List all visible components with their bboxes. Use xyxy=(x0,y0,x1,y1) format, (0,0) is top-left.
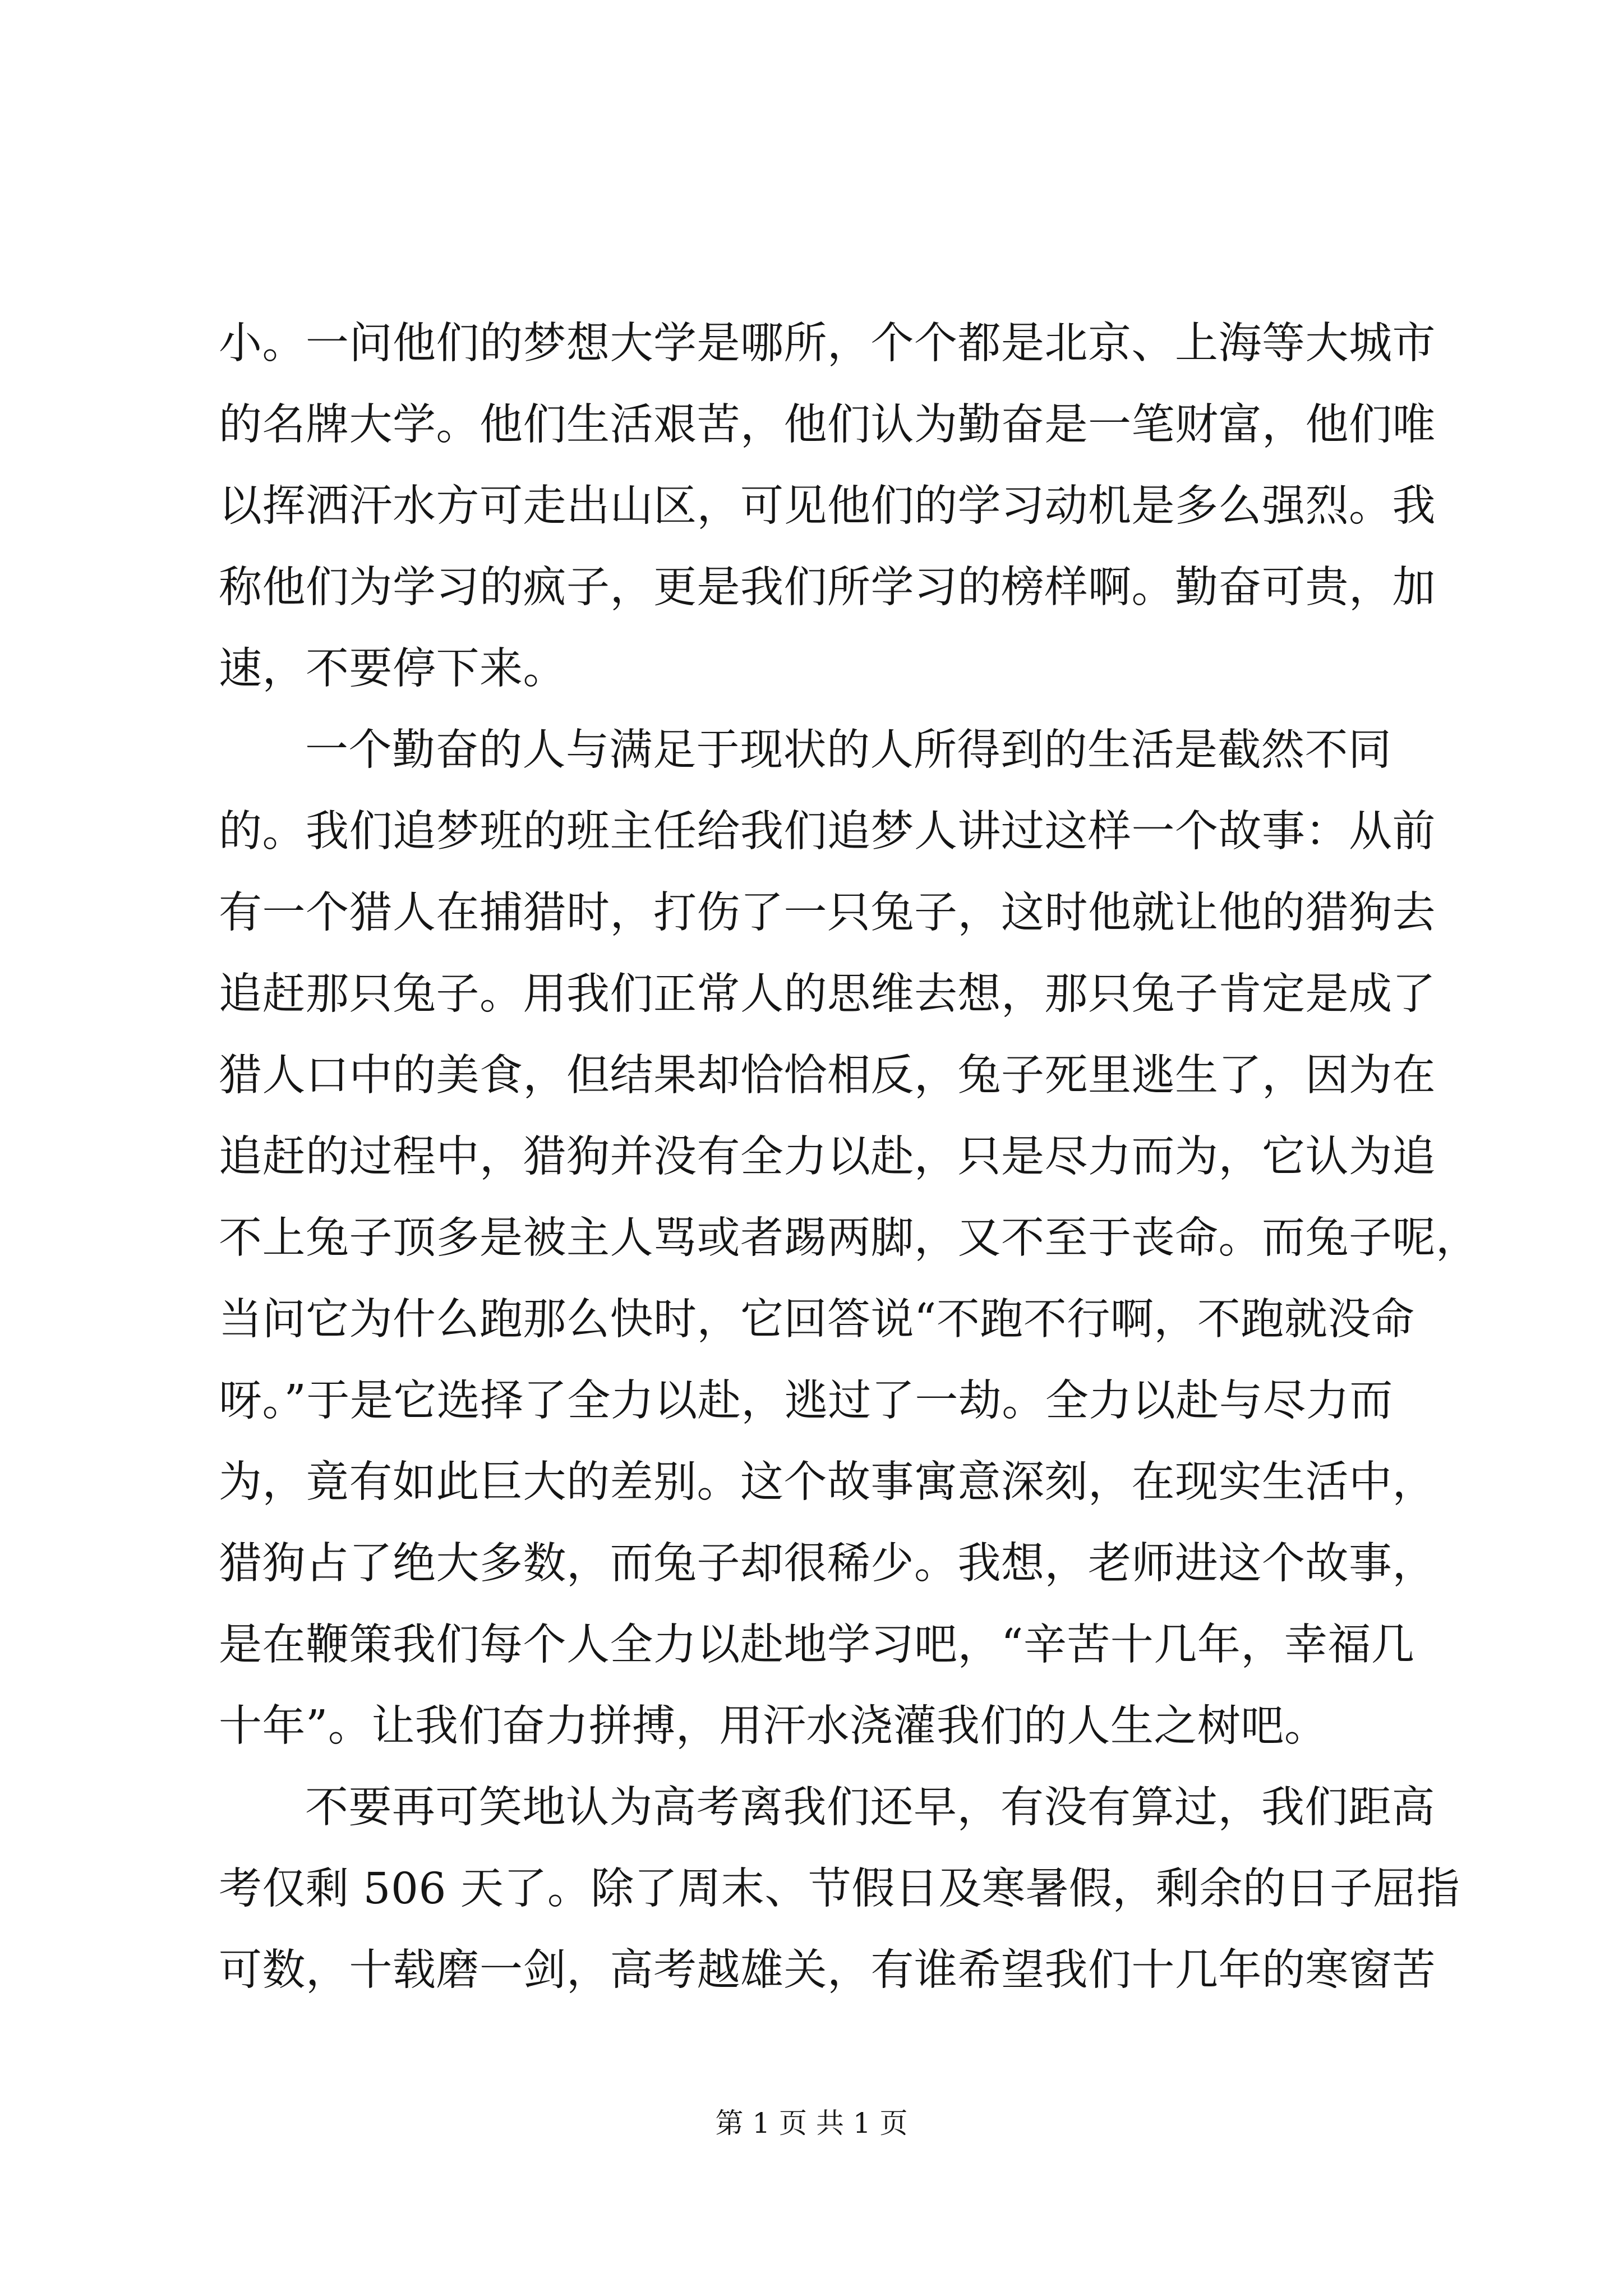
text-line: 追赶那只兔子。用我们正常人的思维去想，那只兔子肯定是成了 xyxy=(219,969,1436,1019)
text-line: 称他们为学习的疯子，更是我们所学习的榜样啊。勤奋可贵，加 xyxy=(219,563,1436,613)
text-line: 的。我们追梦班的班主任给我们追梦人讲过这样一个故事：从前 xyxy=(219,807,1436,857)
text-line: 呀。”于是它选择了全力以赴，逃过了一劫。全力以赴与尽力而 xyxy=(219,1376,1393,1426)
text-line: 不上兔子顶多是被主人骂或者踢两脚，又不至于丧命。而兔子呢， xyxy=(219,1213,1479,1263)
text-line: 考仅剩 506 天了。除了周末、节假日及寒暑假，剩余的日子屈指 xyxy=(219,1864,1460,1914)
text-line: 以挥洒汗水方可走出山区，可见他们的学习动机是多么强烈。我 xyxy=(219,481,1436,531)
text-line: 可数，十载磨一剑，高考越雄关，有谁希望我们十几年的寒窗苦 xyxy=(219,1945,1436,1995)
paragraph-start-line: 一个勤奋的人与满足于现状的人所得到的生活是截然不同 xyxy=(305,725,1392,775)
text-line: 十年”。让我们奋力拼搏，用汗水浇灌我们的人生之树吧。 xyxy=(219,1701,1328,1751)
body-text xyxy=(219,303,1479,2011)
text-line: 当问它为什么跑那么快时，它回答说“不跑不行啊，不跑就没命 xyxy=(219,1295,1415,1345)
text-line: 追赶的过程中，猎狗并没有全力以赴，只是尽力而为，它认为追 xyxy=(219,1132,1436,1182)
text-line: 的名牌大学。他们生活艰苦，他们认为勤奋是一笔财富，他们唯 xyxy=(219,400,1436,450)
text-line: 有一个猎人在捕猎时，打伤了一只兔子，这时他就让他的猎狗去 xyxy=(219,888,1436,938)
paragraph-start-line: 不要再可笑地认为高考离我们还早，有没有算过，我们距高 xyxy=(305,1783,1435,1833)
text-line: 是在鞭策我们每个人全力以赴地学习吧，“辛苦十几年，幸福几 xyxy=(219,1620,1415,1670)
text-line: 速，不要停下来。 xyxy=(219,644,566,694)
text-line: 猎狗占了绝大多数，而兔子却很稀少。我想，老师进这个故事， xyxy=(219,1539,1436,1589)
text-line: 猎人口中的美食，但结果却恰恰相反，兔子死里逃生了，因为在 xyxy=(219,1051,1436,1101)
page-footer: 第 1 页 共 1 页 xyxy=(715,2107,908,2139)
text-line: 小。一问他们的梦想大学是哪所，个个都是北京、上海等大城市 xyxy=(219,319,1436,369)
text-line: 为，竟有如此巨大的差别。这个故事寓意深刻，在现实生活中， xyxy=(219,1457,1436,1507)
